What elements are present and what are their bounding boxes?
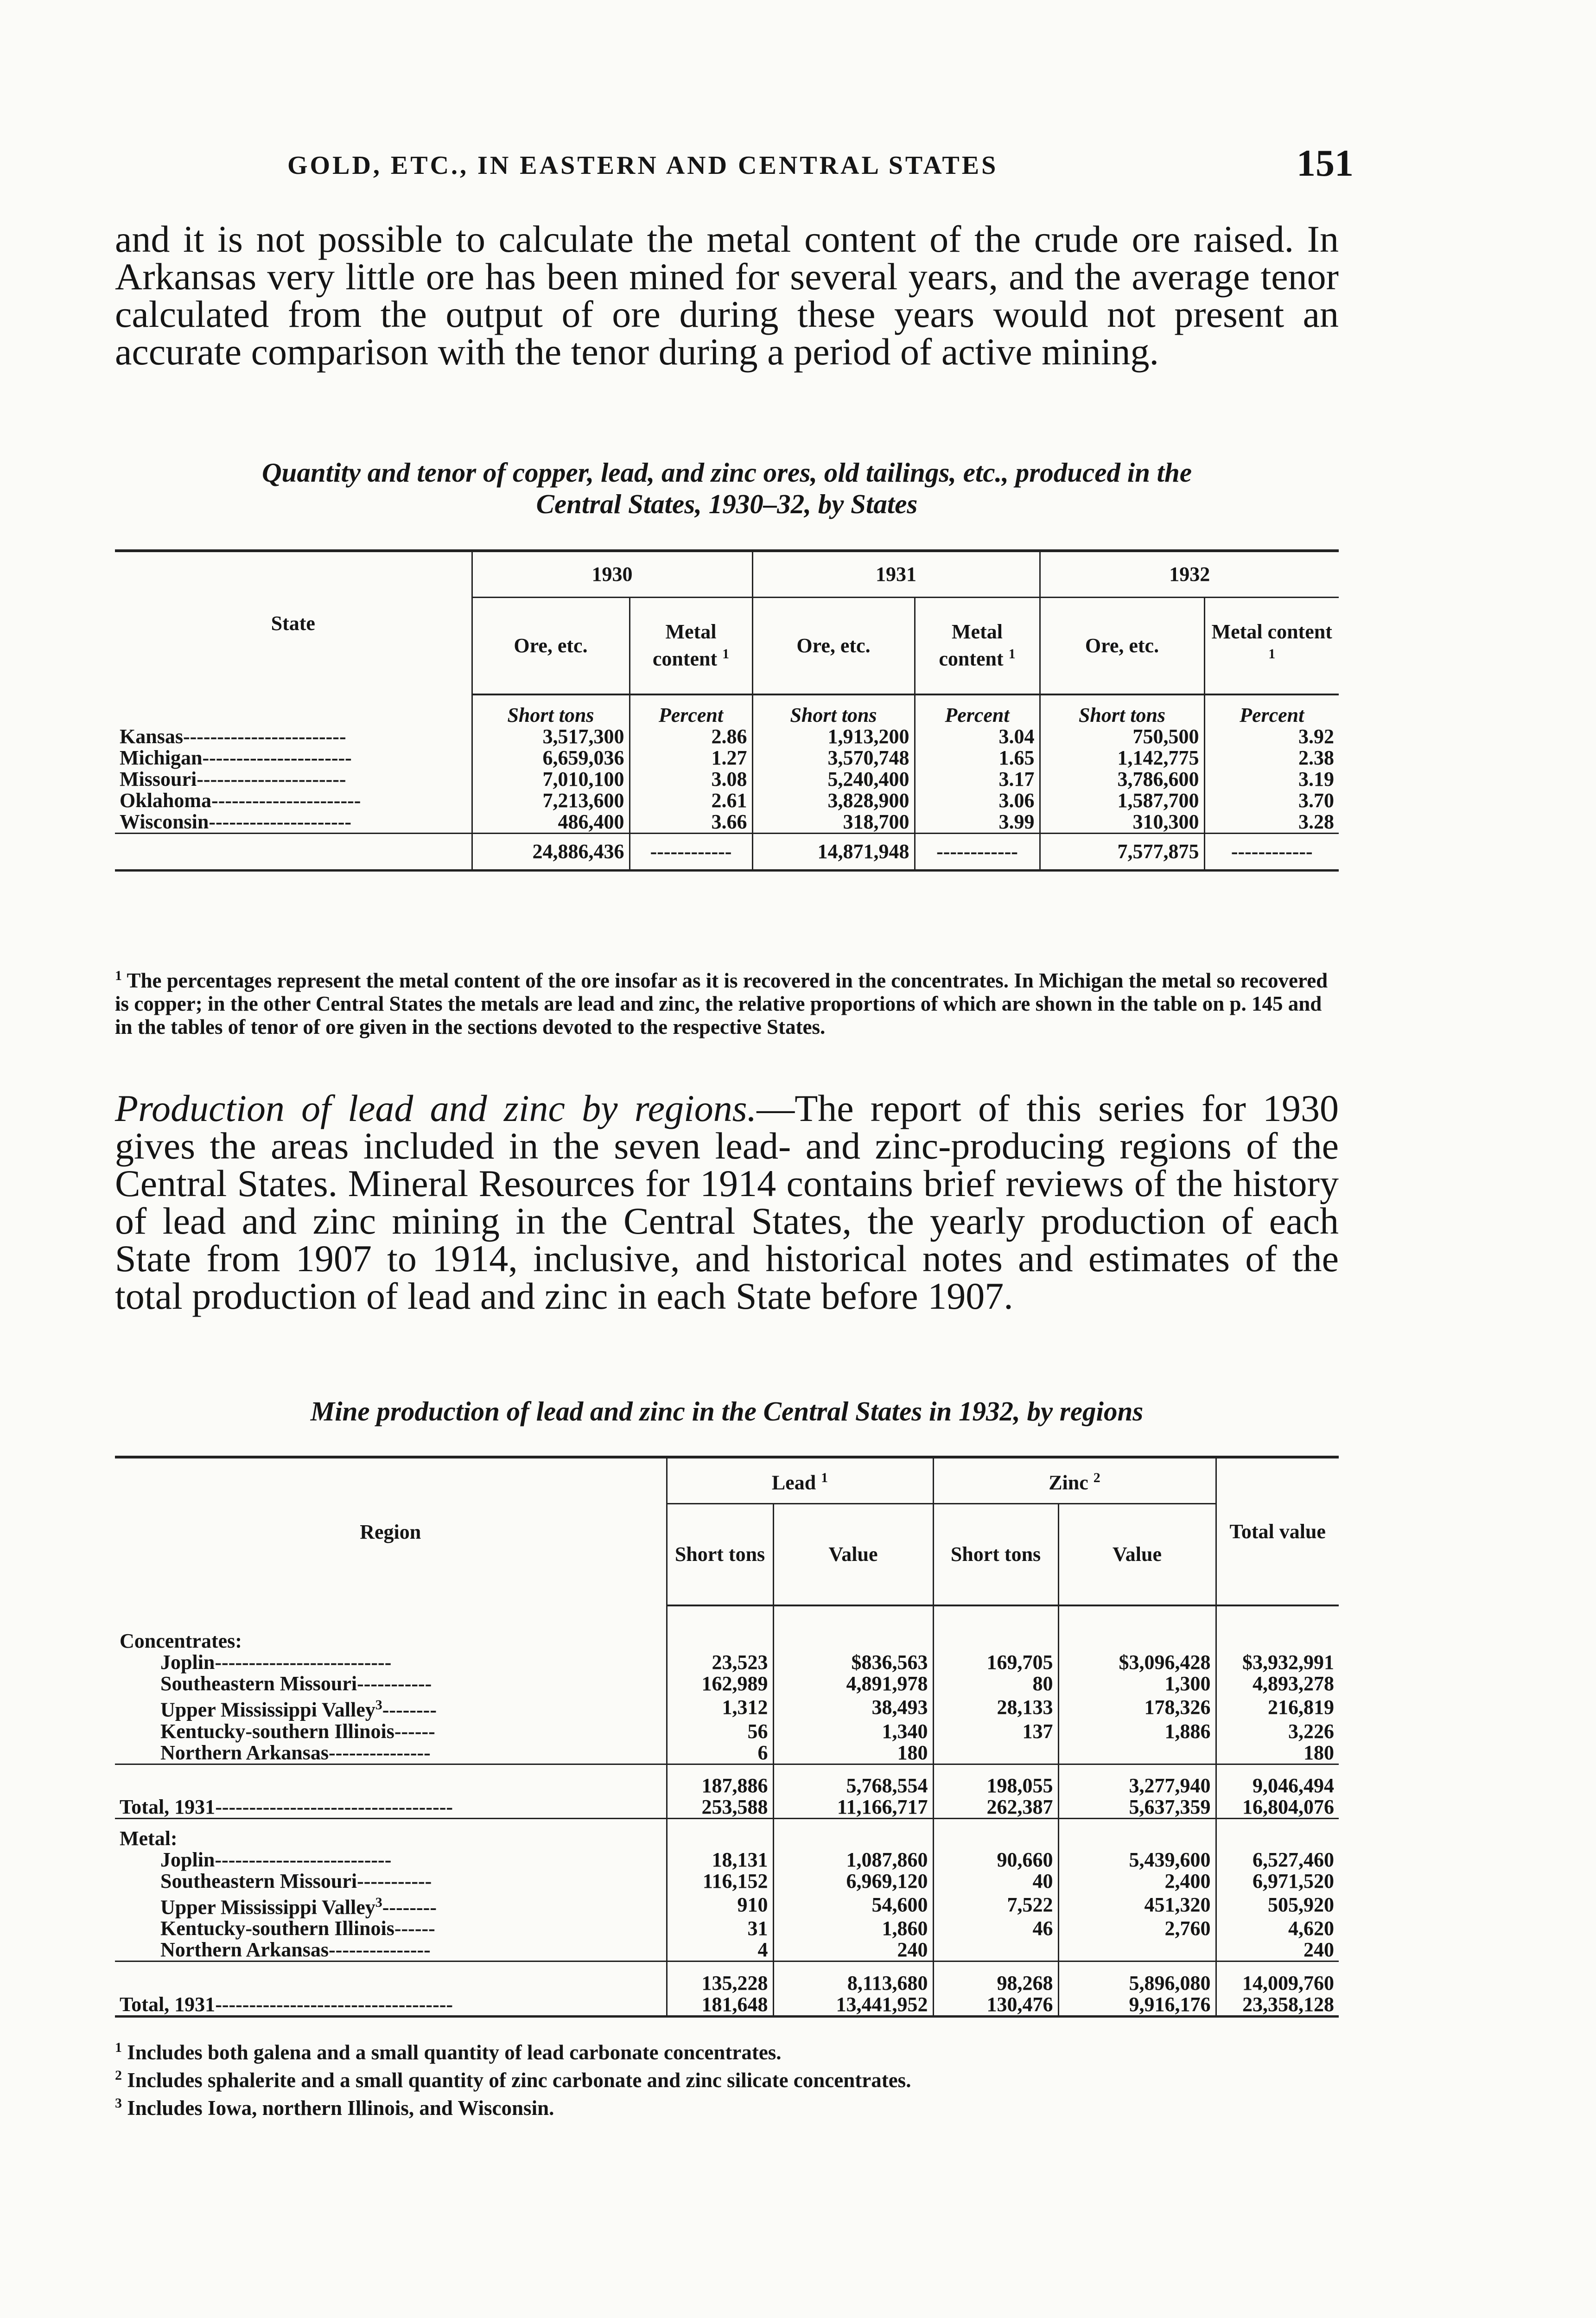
col-header-lead: [667, 1457, 933, 1503]
region-name: [115, 1918, 667, 1939]
zinc-label: Zinc: [1049, 1471, 1088, 1495]
cell-ore1930: 7,010,100: [472, 769, 629, 790]
leader-dots: ---------------------: [209, 810, 352, 833]
col-header-metal: [629, 597, 752, 694]
cell-pct1932: 3.19: [1204, 769, 1339, 790]
total-zinc-value: 5,637,359: [1058, 1796, 1216, 1819]
total-total: 23,358,128: [1216, 1994, 1339, 2017]
table-row-subtotal: [115, 1961, 1339, 1994]
col-header-short-tons: Short tons: [667, 1503, 773, 1605]
cell-pct1932: 3.70: [1204, 790, 1339, 811]
cell-zinc-value: 2,400: [1058, 1871, 1216, 1892]
total-label: [115, 1796, 667, 1819]
cell-pct1932: 3.28: [1204, 811, 1339, 834]
state-label: Michigan: [120, 746, 203, 769]
footnote-text: Includes both galena and a small quantity of lead carbonate concentrates.: [127, 2041, 782, 2064]
cell-ore1932: 750,500: [1040, 726, 1204, 747]
leader-dots: --------: [382, 1698, 437, 1721]
cell-ore1931: 318,700: [752, 811, 915, 834]
paragraph-2: [115, 1089, 1339, 1315]
cell-lead-tons: 116,152: [667, 1871, 773, 1892]
state-label: Oklahoma: [120, 789, 212, 812]
footnote-mark: 1: [115, 968, 122, 983]
table-row: [115, 1849, 1339, 1871]
metal-label: Metal content: [1211, 620, 1332, 643]
footnote-mark: 1: [821, 1470, 828, 1486]
region-label: Northern Arkansas: [160, 1741, 329, 1764]
leader-dots: ------: [394, 1719, 435, 1743]
footnote-text: Includes sphalerite and a small quantity of zinc carbonate and zinc silicate concentrates.: [127, 2069, 911, 2092]
cell-lead-tons: 23,523: [667, 1652, 773, 1673]
region-name: [115, 1652, 667, 1673]
table1-footnote: [115, 964, 1339, 1038]
page-number: 151: [1297, 142, 1354, 184]
cell-zinc-tons: 90,660: [933, 1849, 1058, 1871]
metal-label: Metal content: [939, 620, 1004, 671]
cell-total: 216,819: [1216, 1694, 1339, 1721]
state-name: [115, 747, 472, 769]
footnote-mark: 3: [115, 2095, 122, 2111]
cell-lead-value: 180: [773, 1742, 933, 1764]
region-name: [115, 1849, 667, 1871]
cell-lead-value: 1,340: [773, 1721, 933, 1742]
subtotal-total: 14,009,760: [1216, 1961, 1339, 1994]
region-label: Upper Mississippi Valley: [160, 1896, 375, 1919]
cell-lead-tons: 4: [667, 1939, 773, 1961]
cell-total: 4,893,278: [1216, 1673, 1339, 1694]
col-header-total-value: Total value: [1216, 1457, 1339, 1605]
leader-dots: ----------------------: [211, 789, 361, 812]
col-header-zinc: [933, 1457, 1216, 1503]
cell-total: 240: [1216, 1939, 1339, 1961]
unit-percent: Percent: [1204, 694, 1339, 726]
leader-dots: --------------------------: [215, 1848, 392, 1871]
cell-lead-value: 6,969,120: [773, 1871, 933, 1892]
subtotal-zinc-tons: 198,055: [933, 1764, 1058, 1796]
total-zinc-value: 9,916,176: [1058, 1994, 1216, 2017]
cell-lead-value: 38,493: [773, 1694, 933, 1721]
table-row: [115, 1871, 1339, 1892]
cell-lead-tons: 1,312: [667, 1694, 773, 1721]
section-metal-text: Metal:: [120, 1827, 178, 1850]
leader-dots: ----------------------: [202, 746, 352, 769]
cell-pct1930: 3.66: [629, 811, 752, 834]
cell-zinc-tons: 80: [933, 1673, 1058, 1694]
cell-ore1931: 1,913,200: [752, 726, 915, 747]
leader-dots: ----------------------: [197, 768, 346, 790]
unit-percent: Percent: [629, 694, 752, 726]
cell-lead-value: 54,600: [773, 1892, 933, 1918]
col-header-1932: 1932: [1040, 551, 1339, 597]
table-row: [115, 1652, 1339, 1673]
total-lead-value: 13,441,952: [773, 1994, 933, 2017]
region-name: [115, 1742, 667, 1764]
table-row: [115, 769, 1339, 790]
cell-lead-tons: 56: [667, 1721, 773, 1742]
table-row: [115, 726, 1339, 747]
cell-ore1932: 1,142,775: [1040, 747, 1204, 769]
cell-lead-tons: 910: [667, 1892, 773, 1918]
cell-total: 180: [1216, 1742, 1339, 1764]
region-label: Kentucky-southern Illinois: [160, 1719, 394, 1743]
state-name: [115, 726, 472, 747]
footnote-text: Includes Iowa, northern Illinois, and Wisconsin.: [127, 2096, 554, 2120]
cell-pct1931: 3.04: [915, 726, 1040, 747]
table-row-subtotal: [115, 1764, 1339, 1796]
cell-ore1931: 3,828,900: [752, 790, 915, 811]
cell-lead-value: 240: [773, 1939, 933, 1961]
subtotal-total: 9,046,494: [1216, 1764, 1339, 1796]
leader-dots: -----------: [357, 1672, 432, 1695]
total-zinc-tons: 262,387: [933, 1796, 1058, 1819]
table2-footnote: [115, 2092, 1339, 2120]
region-name: [115, 1721, 667, 1742]
col-header-state: State: [115, 551, 472, 694]
section-concentrates: [115, 1605, 1339, 1652]
cell-ore1931: 5,240,400: [752, 769, 915, 790]
total-ore-1931: 14,871,948: [752, 834, 915, 871]
footnote-mark: 3: [375, 1894, 382, 1910]
footnote-mark: 1: [115, 2040, 122, 2055]
col-header-ore: Ore, etc.: [1040, 597, 1204, 694]
cell-zinc-tons: 46: [933, 1918, 1058, 1939]
state-name: [115, 769, 472, 790]
table-row: [115, 1939, 1339, 1961]
region-label: Northern Arkansas: [160, 1938, 329, 1961]
subtotal-zinc-value: 5,896,080: [1058, 1961, 1216, 1994]
leader-dots: -----------: [357, 1869, 432, 1892]
table-row-total-1931: [115, 1994, 1339, 2017]
paragraph-1: [115, 218, 1339, 373]
cell-total: 3,226: [1216, 1721, 1339, 1742]
cell-zinc-tons: [933, 1742, 1058, 1764]
total-lead-tons: 181,648: [667, 1994, 773, 2017]
cell-pct1931: 3.06: [915, 790, 1040, 811]
cell-zinc-tons: 169,705: [933, 1652, 1058, 1673]
cell-pct1931: 3.99: [915, 811, 1040, 834]
col-header-metal: [915, 597, 1040, 694]
section-concentrates-text: Concentrates:: [120, 1630, 242, 1652]
state-label: Missouri: [120, 768, 197, 790]
region-label: Joplin: [160, 1651, 215, 1674]
region-label: Kentucky-southern Illinois: [160, 1917, 394, 1940]
table2-footnote-list: [115, 2036, 1339, 2120]
total-zinc-tons: 130,476: [933, 1994, 1058, 2017]
col-header-1930: 1930: [472, 551, 752, 597]
cell-lead-tons: 18,131: [667, 1849, 773, 1871]
total-ore-1930: 24,886,436: [472, 834, 629, 871]
region-name: [115, 1694, 667, 1721]
cell-pct1930: 2.86: [629, 726, 752, 747]
col-header-value: Value: [1058, 1503, 1216, 1605]
table-row-total-1931: [115, 1796, 1339, 1819]
leader-dots: ---------------: [329, 1938, 431, 1961]
subtotal-lead-value: 8,113,680: [773, 1961, 933, 1994]
total-total: 16,804,076: [1216, 1796, 1339, 1819]
table-row: [115, 1673, 1339, 1694]
cell-ore1932: 3,786,600: [1040, 769, 1204, 790]
running-head: [287, 141, 1354, 188]
footnote-mark: 1: [1008, 646, 1016, 662]
table-row: [115, 747, 1339, 769]
unit-tons: Short tons: [472, 694, 629, 726]
leader-dots: -----------------------------------: [215, 1993, 453, 2016]
total-label-text: Total, 1931: [120, 1796, 216, 1819]
region-label: Joplin: [160, 1848, 215, 1871]
cell-pct1932: 2.38: [1204, 747, 1339, 769]
table-row: [115, 1694, 1339, 1721]
paragraph-1-text: and it is not possible to calculate the metal content of the crude ore raised. In Arkansas very little ore has been mined for several years, and the average tenor calculated from the output of ore during these years would not present an accurate comparison with the tenor during a period of active mining.: [115, 218, 1339, 373]
metal-label: Metal content: [652, 620, 718, 671]
leader-dots: ---------------: [329, 1741, 431, 1764]
cell-zinc-tons: [933, 1939, 1058, 1961]
unit-tons: Short tons: [1040, 694, 1204, 726]
table1-caption-line2: Central States, 1930–32, by States: [536, 489, 918, 519]
region-label: Southeastern Missouri: [160, 1672, 357, 1695]
table-row-total: 24,886,436 ------------ 14,871,948 ------------ 7,577,875 ------------: [115, 834, 1339, 871]
subtotal-lead-value: 5,768,554: [773, 1764, 933, 1796]
table1-footnote-text: The percentages represent the metal content of the ore insofar as it is recovered in the concentrates. In Michigan the metal so recovered is copper; in the other Central States the metals are lead and zinc, the relative proportions of which are shown in the table on p. 145 and in the tables of tenor of ore given in the sections devoted to the respective States.: [115, 969, 1328, 1038]
table-row: [115, 1918, 1339, 1939]
cell-zinc-value: [1058, 1939, 1216, 1961]
cell-zinc-value: 1,886: [1058, 1721, 1216, 1742]
lead-label: Lead: [771, 1471, 816, 1495]
region-name: [115, 1871, 667, 1892]
region-name: [115, 1673, 667, 1694]
leader-dots: -----------------------------------: [215, 1796, 453, 1819]
region-name: [115, 1939, 667, 1961]
table-lead-zinc-regions: [115, 1456, 1339, 2018]
cell-lead-value: 1,087,860: [773, 1849, 933, 1871]
section-metal: [115, 1828, 1339, 1849]
col-header-1931: 1931: [752, 551, 1040, 597]
leader-dots: ------------------------: [183, 725, 346, 748]
table-ore-tenor: [115, 549, 1339, 872]
col-header-short-tons: Short tons: [933, 1503, 1058, 1605]
table2-footnote: [115, 2036, 1339, 2064]
cell-zinc-tons: 40: [933, 1871, 1058, 1892]
region-label: Upper Mississippi Valley: [160, 1698, 375, 1721]
cell-pct1930: 1.27: [629, 747, 752, 769]
cell-zinc-value: 1,300: [1058, 1673, 1216, 1694]
cell-zinc-tons: 137: [933, 1721, 1058, 1742]
state-name: [115, 790, 472, 811]
running-head-title: GOLD, ETC., IN EASTERN AND CENTRAL STATES: [287, 151, 998, 180]
col-header-value: Value: [773, 1503, 933, 1605]
cell-lead-value: $836,563: [773, 1652, 933, 1673]
cell-pct1931: 1.65: [915, 747, 1040, 769]
cell-ore1932: 1,587,700: [1040, 790, 1204, 811]
subtotal-lead-tons: 135,228: [667, 1961, 773, 1994]
total-lead-tons: 253,588: [667, 1796, 773, 1819]
cell-ore1931: 3,570,748: [752, 747, 915, 769]
cell-zinc-value: 451,320: [1058, 1892, 1216, 1918]
subtotal-lead-tons: 187,886: [667, 1764, 773, 1796]
total-lead-value: 11,166,717: [773, 1796, 933, 1819]
cell-pct1932: 3.92: [1204, 726, 1339, 747]
footnote-mark: 2: [115, 2068, 122, 2083]
cell-total: 6,527,460: [1216, 1849, 1339, 1871]
cell-zinc-value: [1058, 1742, 1216, 1764]
table-row: [115, 790, 1339, 811]
cell-total: 6,971,520: [1216, 1871, 1339, 1892]
region-label: Southeastern Missouri: [160, 1869, 357, 1892]
cell-lead-value: 4,891,978: [773, 1673, 933, 1694]
footnote-mark: 1: [722, 646, 730, 662]
table1-caption-line1: Quantity and tenor of copper, lead, and zinc ores, old tailings, etc., produced in the: [261, 457, 1192, 488]
region-name: [115, 1892, 667, 1918]
cell-lead-tons: 31: [667, 1918, 773, 1939]
cell-zinc-value: 2,760: [1058, 1918, 1216, 1939]
state-name: [115, 811, 472, 834]
table1-caption: [115, 457, 1339, 520]
footnote-mark: 1: [1268, 646, 1276, 662]
cell-ore1930: 7,213,600: [472, 790, 629, 811]
total-ore-1932: 7,577,875: [1040, 834, 1204, 871]
state-label: Kansas: [120, 725, 183, 748]
footnote-mark: 3: [375, 1697, 382, 1713]
cell-lead-tons: 6: [667, 1742, 773, 1764]
cell-pct1931: 3.17: [915, 769, 1040, 790]
cell-zinc-value: $3,096,428: [1058, 1652, 1216, 1673]
leader-dots: --------------------------: [215, 1651, 392, 1674]
cell-pct1930: 3.08: [629, 769, 752, 790]
cell-pct1930: 2.61: [629, 790, 752, 811]
table-row: [115, 1721, 1339, 1742]
cell-lead-tons: 162,989: [667, 1673, 773, 1694]
cell-zinc-value: 5,439,600: [1058, 1849, 1216, 1871]
cell-lead-value: 1,860: [773, 1918, 933, 1939]
footnote-mark: 2: [1093, 1470, 1100, 1486]
state-label: Wisconsin: [120, 810, 209, 833]
cell-total: 505,920: [1216, 1892, 1339, 1918]
unit-tons: Short tons: [752, 694, 915, 726]
total-label: [115, 1994, 667, 2017]
cell-ore1930: 6,659,036: [472, 747, 629, 769]
col-header-metal: [1204, 597, 1339, 694]
cell-total: $3,932,991: [1216, 1652, 1339, 1673]
subtotal-zinc-tons: 98,268: [933, 1961, 1058, 1994]
cell-zinc-tons: 7,522: [933, 1892, 1058, 1918]
paragraph-2-text: —The report of this series for 1930 gives the areas included in the seven lead- and zinc-producing regions of the Central States. Mineral Resources for 1914 contains brief reviews of the history of lead and zinc mining in the Central States, the yearly production of each State from 1907 to 1914, inclusive, and historical notes and estimates of the total production of lead and zinc in each State before 1907.: [115, 1087, 1339, 1317]
leader-dots: --------: [382, 1896, 437, 1919]
col-header-ore: Ore, etc.: [472, 597, 629, 694]
table-row: [115, 1742, 1339, 1764]
cell-ore1932: 310,300: [1040, 811, 1204, 834]
col-header-region: Region: [115, 1457, 667, 1605]
table-row: [115, 811, 1339, 834]
unit-percent: Percent: [915, 694, 1040, 726]
cell-zinc-value: 178,326: [1058, 1694, 1216, 1721]
cell-zinc-tons: 28,133: [933, 1694, 1058, 1721]
total-label-text: Total, 1931: [120, 1993, 216, 2016]
table-row: [115, 1892, 1339, 1918]
table2-caption: Mine production of lead and zinc in the Central States in 1932, by regions: [310, 1396, 1144, 1426]
col-header-ore: Ore, etc.: [752, 597, 915, 694]
cell-total: 4,620: [1216, 1918, 1339, 1939]
leader-dots: ------: [394, 1917, 435, 1940]
cell-ore1930: 3,517,300: [472, 726, 629, 747]
paragraph-2-runin: Production of lead and zinc by regions.: [115, 1087, 757, 1129]
subtotal-zinc-value: 3,277,940: [1058, 1764, 1216, 1796]
table2-footnote: [115, 2064, 1339, 2092]
units-row: [115, 694, 1339, 726]
cell-ore1930: 486,400: [472, 811, 629, 834]
